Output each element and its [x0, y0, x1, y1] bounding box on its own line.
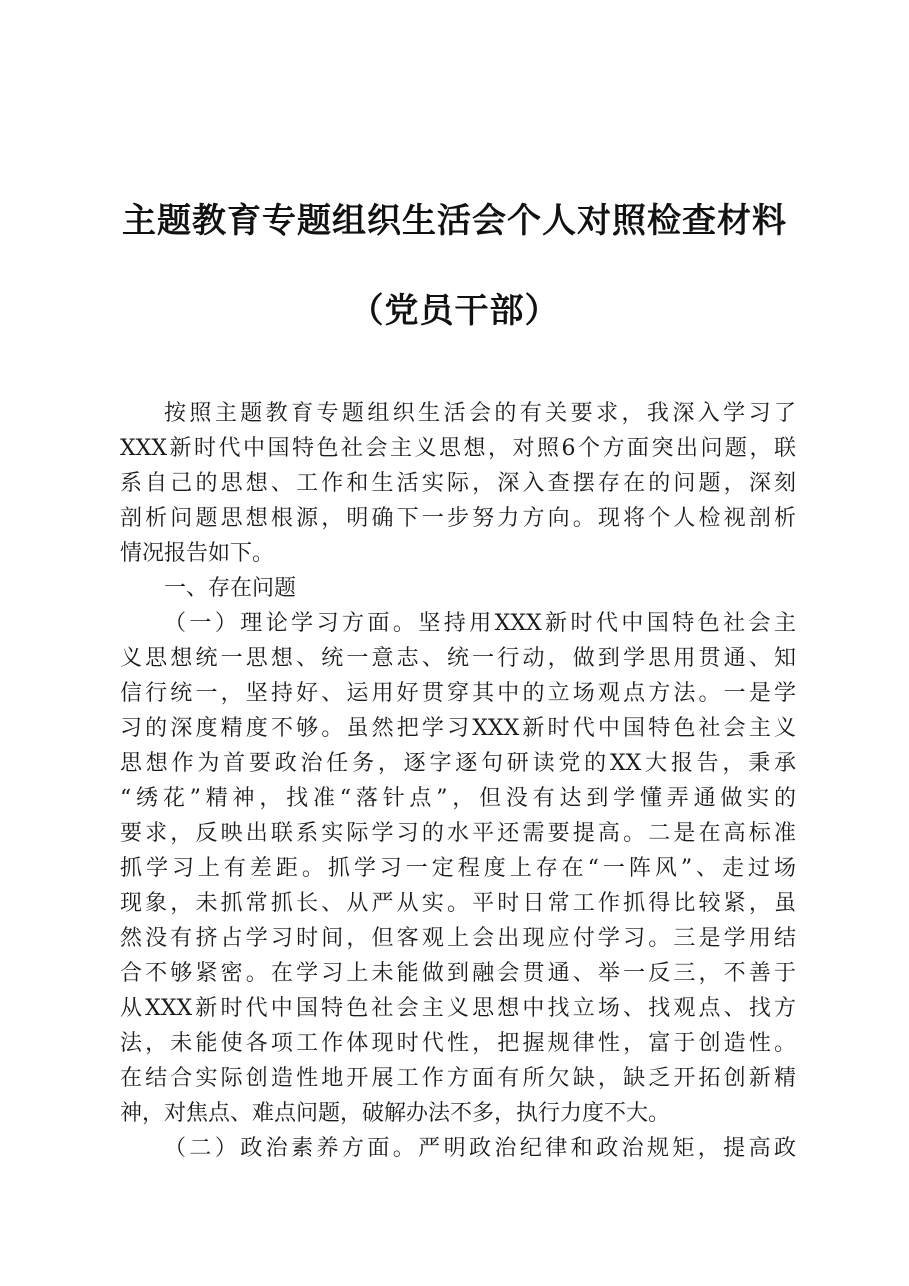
paragraph-line: 剖析问题思想根源，明确下一步努力方向。现将个人检视剖析 [120, 506, 796, 531]
paragraph-line: 习的深度精度不够。虽然把学习XXX新时代中国特色社会主义 [120, 716, 796, 741]
document-body [120, 396, 796, 1166]
paragraph-line: 现象，未抓常抓长、从严从实。平时日常工作抓得比较紧，虽 [120, 891, 796, 916]
paragraph-line: 情况报告如下。 [120, 541, 275, 566]
paragraph-line: 抓学习上有差距。抓学习一定程度上存在“一阵风”、走过场 [120, 856, 796, 881]
document-subtitle: （党员干部） [349, 291, 560, 331]
paragraph-line: 要求，反映出联系实际学习的水平还需要提高。二是在高标准 [120, 821, 796, 846]
paragraph-line: （一）理论学习方面。坚持用XXX新时代中国特色社会主 [164, 611, 796, 636]
paragraph-line: 然没有挤占学习时间，但客观上会出现应付学习。三是学用结 [120, 926, 796, 951]
paragraph-line: （二）政治素养方面。严明政治纪律和政治规矩，提高政 [164, 1136, 796, 1161]
section-heading: 一、存在问题 [164, 576, 297, 601]
paragraph-line: 思想作为首要政治任务，逐字逐句研读党的XX大报告，秉承 [120, 751, 796, 776]
paragraph-line: XXX新时代中国特色社会主义思想，对照6个方面突出问题，联 [120, 436, 796, 461]
paragraph-line: 义思想统一思想、统一意志、统一行动，做到学思用贯通、知 [120, 646, 796, 671]
paragraph-line: 神，对焦点、难点问题，破解办法不多，执行力度不大。 [120, 1101, 671, 1126]
paragraph-line: 系自己的思想、工作和生活实际，深入查摆存在的问题，深刻 [120, 471, 796, 496]
paragraph-line: 在结合实际创造性地开展工作方面有所欠缺，缺乏开拓创新精 [120, 1066, 796, 1091]
paragraph-line: 信行统一，坚持好、运用好贯穿其中的立场观点方法。一是学 [120, 681, 796, 706]
paragraph-line: 合不够紧密。在学习上未能做到融会贯通、举一反三，不善于 [120, 961, 796, 986]
paragraph-line: 法，未能使各项工作体现时代性，把握规律性，富于创造性。 [120, 1031, 796, 1056]
paragraph-line: 按照主题教育专题组织生活会的有关要求，我深入学习了 [164, 401, 796, 426]
paragraph-line: 从XXX新时代中国特色社会主义思想中找立场、找观点、找方 [120, 996, 796, 1021]
paragraph-line: “绣花”精神，找准“落针点”，但没有达到学懂弄通做实的 [120, 786, 796, 811]
document-title: 主题教育专题组织生活会个人对照检查材料 [122, 201, 787, 241]
